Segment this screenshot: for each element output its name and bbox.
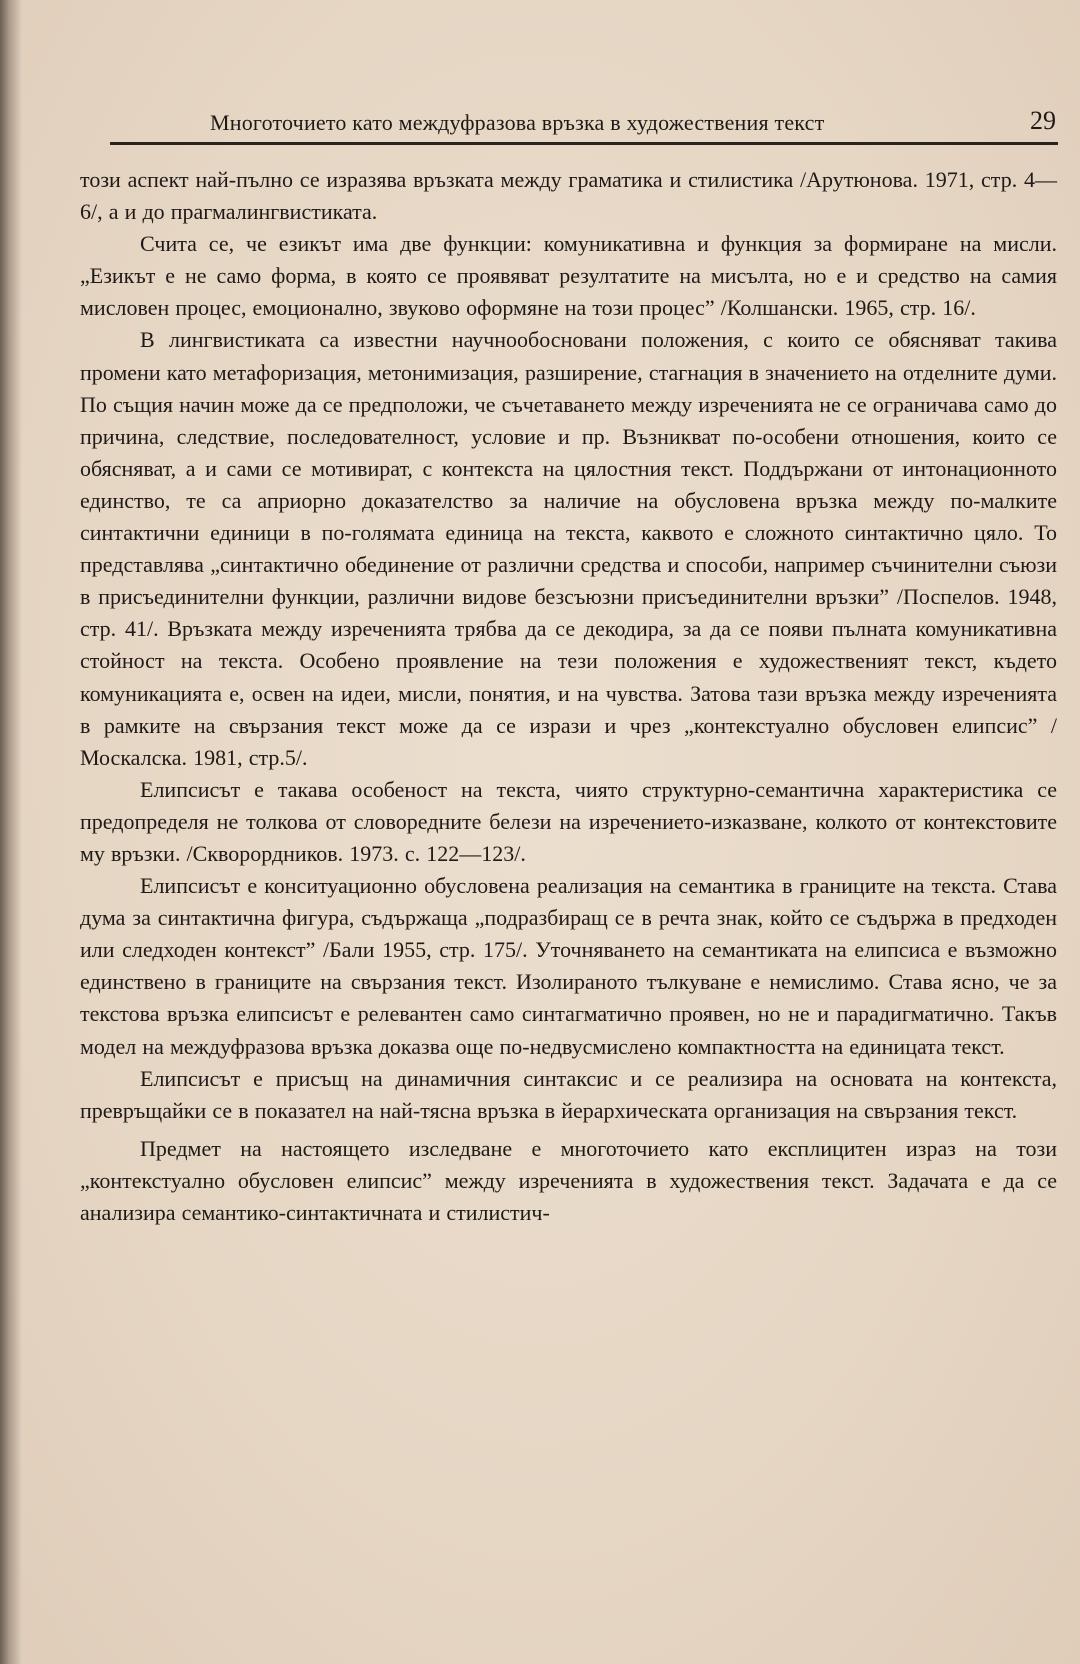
body-text (80, 164, 1057, 1229)
paragraph: Елипсисът е присъщ на динамичния синтаксис и се реализира на основата на контекста, превръщайки се в показател на най-тясна връзка в йерархическата организация на свързания текст. (80, 1065, 1057, 1123)
running-title: Многоточието като междуфразова връзка в художествения текст (210, 110, 825, 135)
page-number: 29 (1030, 106, 1056, 135)
paragraph: В лингвистиката са известни научнообосновани положения, с които се обясняват такива промени като метафоризация, метонимизация, разширение, стагнация в значението на отделните думи. По същия начин може да се предположи, че съчетаването между изреченията не се ограничава само до причина, следствие, последователност, условие и пр. Възникват по-особени отношения, които се обясняват, а и сами се мотивират, с контекста на цялостния текст. Поддържани от интонационното единство, те са априорно доказателство за наличие на обусловена връзка между по-малките синтактични единици в по-голямата единица на текста, каквото е сложното синтактично цяло. То представлява „синтактично обединение от различни средства и способи, например съчинителни съюзи в присъединителни функции, различни видове безсъюзни присъединителни връзки” /Поспелов. 1948, стр. 41/. Връзката между изреченията трябва да се декодира, за да се появи пълната комуникативна стойност на текста. Особено проявление на тези положения е художественият текст, където комуникацията е, освен на идеи, мисли, понятия, и на чувства. Затова тази връзка между изреченията в рамките на свързания текст може да се изрази и чрез „контекстуално обусловен елипсис” /Москалска. 1981, стр.5/. (80, 327, 1057, 770)
binding-shadow (0, 0, 22, 1664)
header-rule (110, 142, 1058, 145)
paragraph: Елипсисът е такава особеност на текста, чиято структурно-семантична характеристика се предопределя не толкова от словоредните белези на изречението-изказване, колкото от контекстовите му връзки. /Скворордников. 1973. с. 122—123/. (80, 776, 1057, 866)
paragraph: този аспект най-пълно се изразява връзката между граматика и стилистика /Арутюнова. 1971, стр. 4—6/, а и до прагмалингвистиката. (80, 167, 1057, 225)
paragraph: Счита се, че езикът има две функции: комуникативна и функция за формиране на мисли. „Езикът е не само форма, в която се проявяват резултатите на мисълта, но е и средство на самия мисловен процес, емоционално, звуково оформяне на този процес” /Колшански. 1965, стр. 16/. (80, 231, 1057, 321)
paragraph: Елипсисът е конситуационно обусловена реализация на семантика в границите на текста. Става дума за синтактична фигура, съдържаща „подразбиращ се в речта знак, който се съдържа в предходен или следходен контекст” /Бали 1955, стр. 175/. Уточняването на семантиката на елипсиса е възможно единствено в границите на свързания текст. Изолираното тълкуване е немислимо. Става ясно, че за текстова връзка елипсисът е релевантен само синтагматично проявен, но не и парадигматично. Такъв модел на междуфразова връзка доказва още по-недвусмислено компактността на единицата текст. (80, 873, 1057, 1059)
paragraph: Предмет на настоящето изследване е многоточието като експлицитен израз на този „контекстуално обусловен елипсис” между изреченията в художествения текст. Задачата е да се анализира семантико-синтактичната и стилистич- (80, 1135, 1057, 1225)
running-header (110, 106, 1062, 146)
